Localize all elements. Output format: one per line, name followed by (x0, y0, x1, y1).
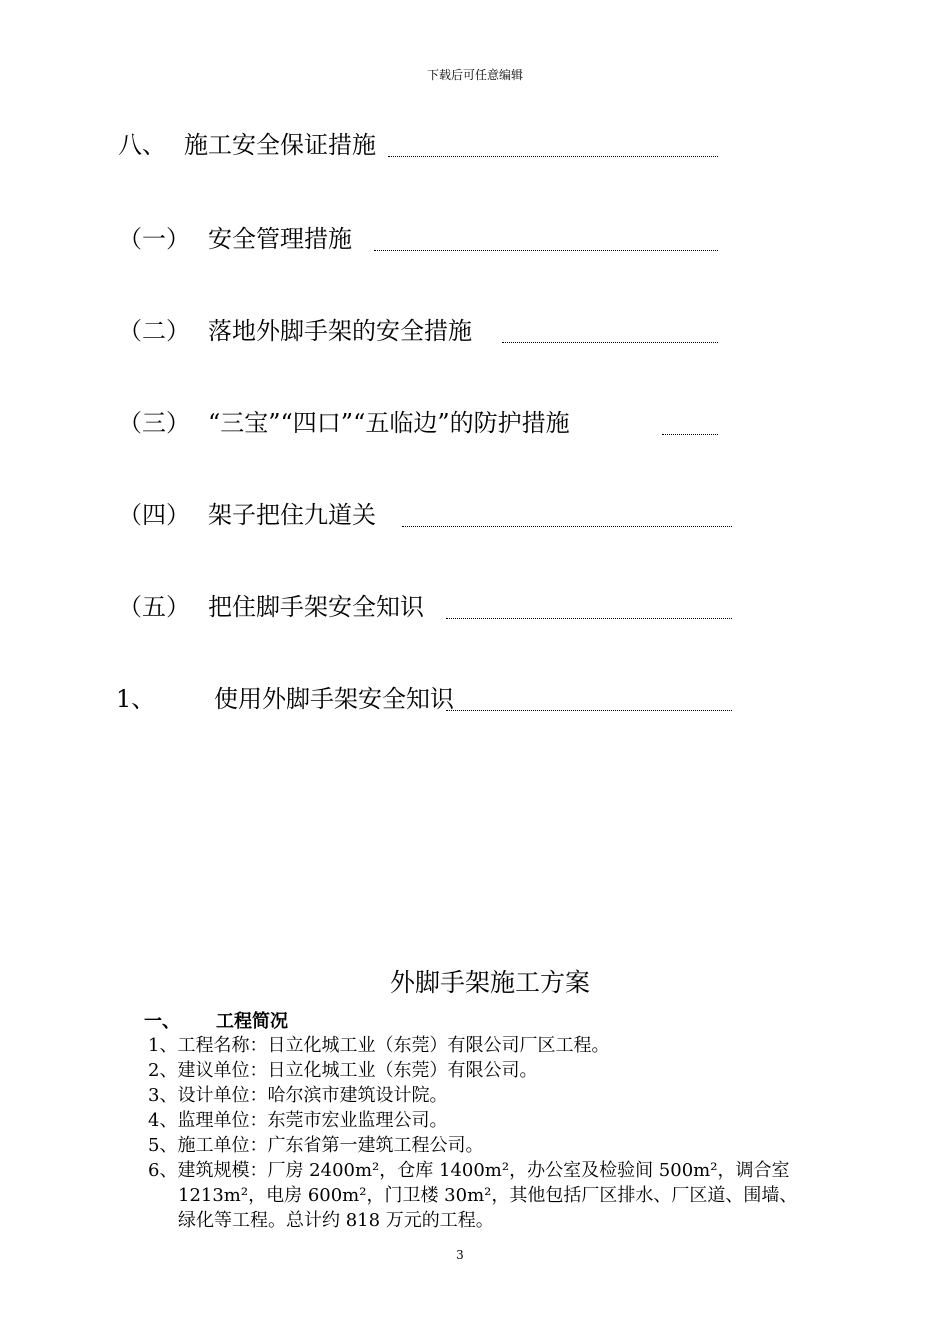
list-item: 4、监理单位：东莞市宏业监理公司。 (148, 1110, 448, 1131)
toc-leader (446, 618, 732, 619)
toc-number: 1、 (116, 685, 156, 713)
list-item-continuation: 1213m²，电房 600m²，门卫楼 30m²，其他包括厂区排水、厂区道、围墙、 (178, 1185, 798, 1206)
toc-text: 使用外脚手架安全知识 (214, 685, 454, 713)
toc-leader (388, 156, 718, 157)
list-item: 5、施工单位：广东省第一建筑工程公司。 (148, 1135, 484, 1156)
toc-number: （二） (118, 317, 190, 345)
toc-number: （四） (118, 501, 190, 529)
toc-leader (502, 342, 718, 343)
toc-text: 施工安全保证措施 (184, 131, 376, 159)
toc-leader (402, 526, 732, 527)
toc-line-8-5 (0, 590, 950, 624)
section-number: 一、 (144, 1011, 180, 1032)
page-number: 3 (456, 1248, 464, 1262)
page-header: 下载后可任意编辑 (426, 68, 523, 82)
toc-text: 把住脚手架安全知识 (208, 593, 424, 621)
list-item: 1、工程名称：日立化城工业（东莞）有限公司厂区工程。 (148, 1035, 610, 1056)
toc-text: “三宝”“四口”“五临边”的防护措施 (208, 409, 570, 437)
toc-number: （五） (118, 593, 190, 621)
toc-leader (662, 434, 718, 435)
toc-line-1 (0, 682, 950, 716)
toc-line-8 (0, 128, 950, 162)
toc-leader (374, 250, 718, 251)
toc-text: 落地外脚手架的安全措施 (208, 317, 472, 345)
toc-line-8-2 (0, 314, 950, 348)
list-item: 3、设计单位：哈尔滨市建筑设计院。 (148, 1085, 448, 1106)
document-title: 外脚手架施工方案 (389, 968, 590, 997)
toc-line-8-1 (0, 222, 950, 256)
toc-number: 八、 (118, 131, 166, 159)
toc-leader (446, 710, 732, 711)
toc-line-8-4 (0, 498, 950, 532)
list-item-continuation: 绿化等工程。总计约 818 万元的工程。 (178, 1210, 494, 1231)
toc-text: 安全管理措施 (208, 225, 352, 253)
toc-number: （一） (118, 225, 190, 253)
toc-line-8-3 (0, 406, 950, 440)
section-title: 工程简况 (216, 1011, 288, 1032)
list-item: 2、建议单位：日立化城工业（东莞）有限公司。 (148, 1060, 538, 1081)
toc-number: （三） (118, 409, 190, 437)
toc-text: 架子把住九道关 (208, 501, 376, 529)
list-item: 6、建筑规模：厂房 2400m²，仓库 1400m²，办公室及检验间 500m²，调合室 (148, 1160, 790, 1181)
